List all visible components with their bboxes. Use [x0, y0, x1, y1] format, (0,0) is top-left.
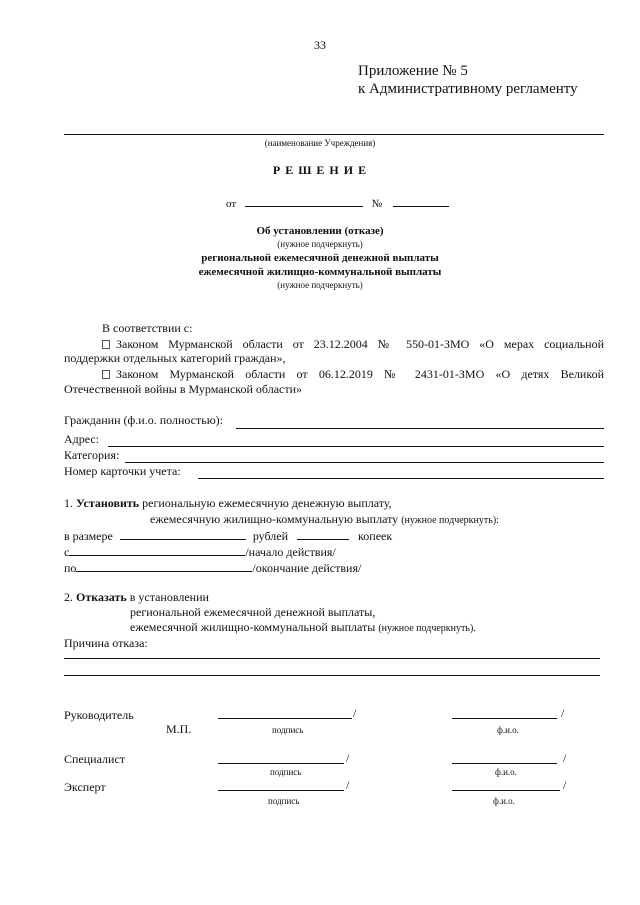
specialist-signature-caption: подпись: [270, 767, 302, 777]
expert-name-caption: ф.и.о.: [493, 796, 515, 806]
address-label: Адрес:: [64, 432, 100, 446]
end-date-field[interactable]: [76, 560, 252, 572]
head-signature-caption: подпись: [272, 725, 304, 735]
subject-line-2: региональной ежемесячной денежной выплаты: [201, 252, 439, 264]
refusal-reason-line-1[interactable]: [64, 658, 600, 659]
section-1-line-2: ежемесячную жилищно-коммунальную выплату (нужное подчеркнуть):: [150, 512, 499, 526]
head-label: Руководитель: [64, 708, 134, 722]
subject-hint-2: (нужное подчеркнуть): [277, 280, 363, 290]
date-from-label: от: [226, 198, 237, 210]
end-date-caption: /окончание действия/: [252, 561, 362, 575]
specialist-slash: /: [346, 751, 350, 765]
section-1-line-1: 1. Установить региональную ежемесячную денежную выплату,: [64, 496, 392, 510]
category-field[interactable]: [125, 462, 604, 463]
end-date-line: [64, 560, 361, 575]
subject-hint-1: (нужное подчеркнуть): [277, 239, 363, 249]
head-name-field[interactable]: [452, 718, 557, 719]
rubles-label: рублей: [252, 529, 289, 543]
category-label: Категория:: [64, 448, 120, 462]
section-2-line-2: региональной ежемесячной денежной выплаты,: [130, 605, 376, 619]
checkbox-icon: [102, 340, 110, 349]
basis-intro: В соответствии с:: [102, 321, 193, 335]
page-number: 33: [314, 38, 326, 52]
head-slash-2: /: [561, 706, 565, 720]
specialist-label: Специалист: [64, 752, 126, 766]
date-number-line: [226, 195, 449, 211]
specialist-name-field[interactable]: [452, 763, 557, 764]
institution-caption: (наименование Учреждения): [264, 138, 376, 148]
number-field[interactable]: [393, 195, 449, 207]
law-1-line-1: Законом Мурманской области от 23.12.2004 № 550-01-ЗМО «О мерах социальной: [64, 337, 604, 351]
section-2-line-3: ежемесячной жилищно-коммунальной выплаты (нужное подчеркнуть).: [130, 620, 476, 634]
start-date-field[interactable]: [69, 544, 245, 556]
appendix-line-2: к Административному регламенту: [358, 81, 578, 97]
expert-slash-2: /: [563, 778, 567, 792]
date-field[interactable]: [245, 195, 363, 207]
specialist-signature-field[interactable]: [218, 763, 344, 764]
law-1-line-2: поддержки отдельных категорий граждан»,: [64, 351, 286, 365]
institution-line: [64, 134, 604, 135]
seal-label: М.П.: [166, 722, 192, 736]
subject-line-3: ежемесячной жилищно-коммунальной выплаты: [198, 266, 442, 278]
start-date-caption: /начало действия/: [245, 545, 336, 559]
citizen-label: Гражданин (ф.и.о. полностью):: [64, 413, 223, 427]
expert-name-field[interactable]: [452, 790, 560, 791]
section-2-line-1: 2. Отказать в установлении: [64, 590, 209, 604]
citizen-field[interactable]: [236, 428, 604, 429]
start-date-line: [64, 544, 336, 559]
expert-slash: /: [346, 778, 350, 792]
head-signature-field[interactable]: [218, 718, 352, 719]
kopecks-label: копеек: [358, 529, 393, 543]
amount-prefix: в размере: [64, 529, 113, 543]
checkbox-icon: [102, 370, 110, 379]
law-2-line-1: Законом Мурманской области от 06.12.2019 № 2431-01-ЗМО «О детях Великой: [64, 367, 604, 381]
expert-signature-caption: подпись: [268, 796, 300, 806]
law-2-line-2: Отечественной войны в Мурманской области»: [64, 382, 303, 396]
address-field[interactable]: [108, 446, 604, 447]
subject-line-1: Об установлении (отказе): [256, 225, 384, 237]
amount-line: [64, 528, 392, 543]
document-title: Р Е Ш Е Н И Е: [272, 163, 368, 177]
card-number-label: Номер карточки учета:: [64, 464, 181, 478]
end-to-label: по: [64, 561, 77, 575]
refusal-reason-label: Причина отказа:: [64, 636, 148, 650]
rubles-field[interactable]: [120, 528, 246, 540]
start-from-label: с: [64, 545, 70, 559]
expert-label: Эксперт: [64, 780, 106, 794]
specialist-name-caption: ф.и.о.: [495, 767, 517, 777]
number-sign: №: [371, 198, 383, 210]
kopecks-field[interactable]: [297, 528, 349, 540]
head-name-caption: ф.и.о.: [497, 725, 519, 735]
expert-signature-field[interactable]: [218, 790, 344, 791]
card-number-field[interactable]: [198, 478, 604, 479]
head-slash: /: [353, 706, 357, 720]
specialist-slash-2: /: [563, 751, 567, 765]
refusal-reason-line-2[interactable]: [64, 675, 600, 676]
appendix-line-1: Приложение № 5: [358, 63, 468, 79]
